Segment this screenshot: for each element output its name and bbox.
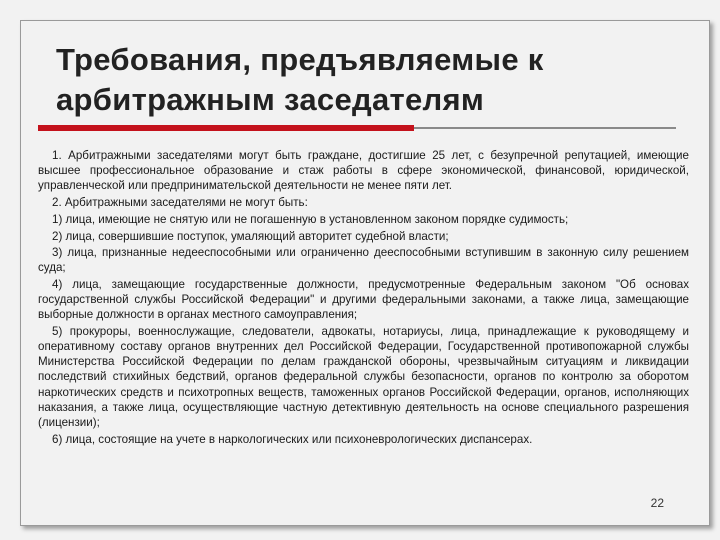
- title-line-1: Требования, предъявляемые к: [56, 42, 544, 77]
- paragraph-eligibility: 1. Арбитражными заседателями могут быть граждане, достигшие 25 лет, с безупречной репутацией, имеющие высшее профессиональное образование и стаж работы в сфере экономической, финансовой, юридической, управленческой или предпринимательской деятельности не менее пяти лет.: [38, 149, 689, 193]
- paragraph-item-2: 2) лица, совершившие поступок, умаляющий авторитет судебной власти;: [52, 229, 449, 243]
- title-underline-accent: [38, 125, 414, 131]
- paragraph-item-1: 1) лица, имеющие не снятую или не погашенную в установленном законом порядке судимость;: [52, 212, 569, 226]
- slide-body: [38, 148, 689, 448]
- page-number: 22: [650, 496, 664, 510]
- paragraph-item-4: 4) лица, замещающие государственные должности, предусмотренные Федеральным законом "Об основах государственной службы Российской Федерации" и другими федеральными законами, а также лица, замещающие выборные должности в органах местного самоуправления;: [38, 278, 689, 322]
- title-line-2: арбитражным заседателям: [56, 82, 485, 117]
- paragraph-item-5: 5) прокуроры, военнослужащие, следователи, адвокаты, нотариусы, лица, принадлежащие к руководящему и оперативному составу органов внутренних дел Российской Федерации, Государственной противопожарной службы Министерства Российской Федерации по делам гражданской обороны, чрезвычайным ситуациям и ликвидации последствий стихийных бедствий, органов федеральной службы безопасности, органов по контролю за оборотом наркотических средств и психотропных веществ, таможенных органов Российской Федерации, органов, исполняющих наказания, а также лица, осуществляющие частную детективную деятельность на основе специального разрешения (лицензии);: [38, 325, 689, 429]
- title-underline-rule: [414, 127, 676, 129]
- paragraph-item-6: 6) лица, состоящие на учете в наркологических или психоневрологических диспансерах.: [52, 432, 533, 446]
- slide-title: [56, 40, 676, 120]
- paragraph-exclusions-heading: 2. Арбитражными заседателями не могут быть:: [52, 195, 308, 209]
- paragraph-item-3: 3) лица, признанные недееспособными или ограниченно дееспособными вступившим в законную силу решением суда;: [38, 246, 689, 275]
